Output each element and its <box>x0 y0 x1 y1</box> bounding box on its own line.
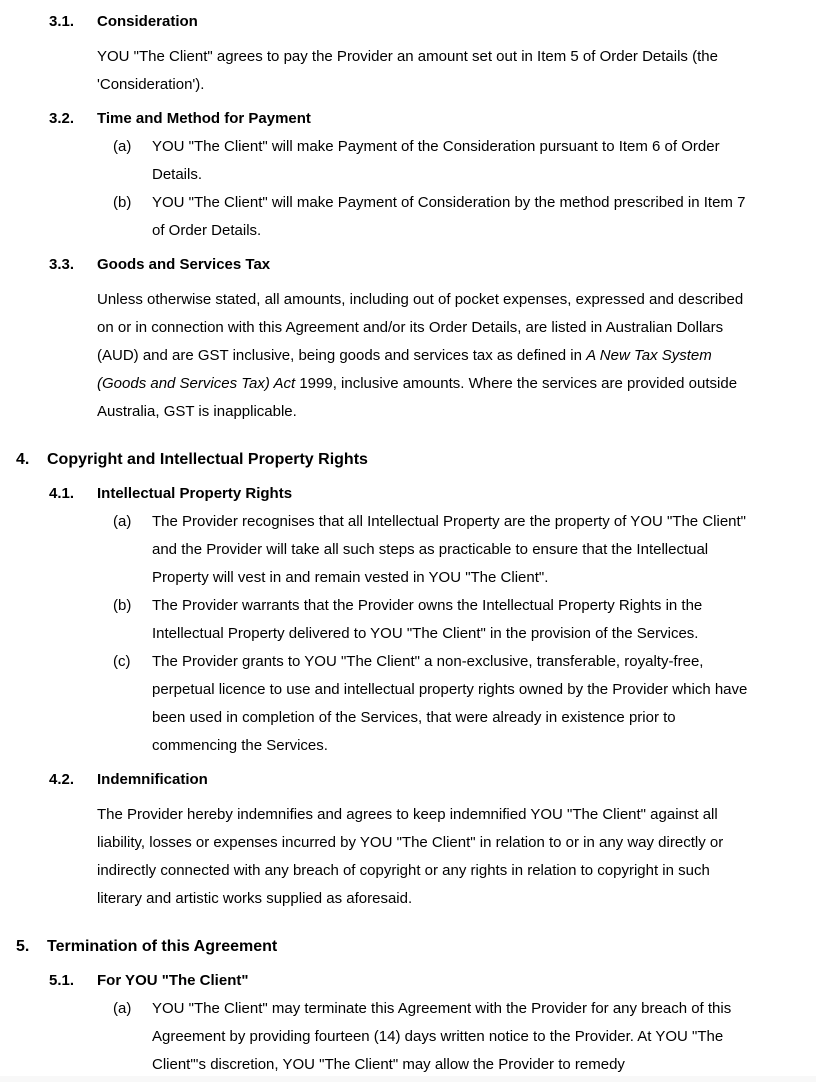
section-title: Termination of this Agreement <box>47 938 278 955</box>
clause-number: 3.2. <box>49 110 75 127</box>
clause-heading-4-1 <box>0 480 816 508</box>
clause-item-3-2-b <box>0 189 816 245</box>
clause-item-3-2-a <box>0 133 816 189</box>
clause-body-3-1: YOU "The Client" agrees to pay the Provider an amount set out in Item 5 of Order Details (the 'Consideration'). <box>97 48 718 93</box>
clause-number: 4.2. <box>49 771 75 788</box>
clause-item-text: YOU "The Client" may terminate this Agreement with the Provider for any breach of this Agreement by providing fourteen (14) days written notice to the Provider. At YOU "The Client"'s discretion, YOU "The Client" may allow the Provider to remedy <box>152 1000 732 1073</box>
clause-item-text: The Provider warrants that the Provider owns the Intellectual Property Rights in the Intellectual Property delivered to YOU "The Client" in the provision of the Services. <box>152 597 703 642</box>
page-bottom-edge <box>0 1076 816 1082</box>
clause-body-4-2: The Provider hereby indemnifies and agrees to keep indemnified YOU "The Client" against all liability, losses or expenses incurred by YOU "The Client" in relation to or in any way directly or indirectly connected with any breach of copyright or any rights in relation to copyright in such literary and artistic works supplied as aforesaid. <box>97 806 724 907</box>
statute-name-italic: A New Tax System (Goods and Services Tax) Act <box>97 347 712 392</box>
clause-title: Goods and Services Tax <box>97 256 271 273</box>
clause-title: Intellectual Property Rights <box>97 485 293 502</box>
clause-heading-3-2 <box>0 105 816 133</box>
clause-title: Indemnification <box>97 771 208 788</box>
clause-item-4-1-c <box>0 648 816 760</box>
clause-title: For YOU "The Client" <box>97 972 249 989</box>
clause-item-marker: (b) <box>113 597 132 614</box>
clause-title: Time and Method for Payment <box>97 110 311 127</box>
clause-heading-3-3 <box>0 251 816 279</box>
clause-number: 3.3. <box>49 256 75 273</box>
clause-item-5-1-a <box>0 995 816 1079</box>
clause-item-marker: (c) <box>113 653 131 670</box>
clause-item-text: YOU "The Client" will make Payment of Consideration by the method prescribed in Item 7 of Order Details. <box>152 194 746 239</box>
clause-heading-4-2 <box>0 766 816 794</box>
section-heading-4 <box>0 446 816 474</box>
clause-item-marker: (a) <box>113 138 132 155</box>
section-number: 5. <box>16 938 30 955</box>
clause-item-marker: (b) <box>113 194 132 211</box>
clause-heading-5-1 <box>0 967 816 995</box>
clause-body-text: Unless otherwise stated, all amounts, including out of pocket expenses, expressed and described on or in connection with this Agreement and/or its Order Details, are listed in Australian Dollars (AUD) and are GST inclusive, being goods and services tax as defined in <box>97 291 744 364</box>
clause-item-marker: (a) <box>113 513 132 530</box>
clause-number: 4.1. <box>49 485 75 502</box>
clause-item-4-1-a <box>0 508 816 592</box>
clause-item-4-1-b <box>0 592 816 648</box>
clause-item-text: The Provider grants to YOU "The Client" a non-exclusive, transferable, royalty-free, perpetual licence to use and intellectual property rights owned by the Provider which have been used in completion of the Services, that were already in existence prior to commencing the Services. <box>152 653 748 754</box>
clause-body-text: 1999, inclusive amounts. Where the services are provided outside Australia, GST is inapplicable. <box>97 375 738 420</box>
section-title: Copyright and Intellectual Property Rights <box>47 451 368 468</box>
section-number: 4. <box>16 451 30 468</box>
clause-number: 5.1. <box>49 972 75 989</box>
clause-title: Consideration <box>97 13 198 30</box>
clause-number: 3.1. <box>49 13 75 30</box>
clause-item-text: YOU "The Client" will make Payment of the Consideration pursuant to Item 6 of Order Details. <box>152 138 720 183</box>
clause-item-text: The Provider recognises that all Intellectual Property are the property of YOU "The Client" and the Provider will take all such steps as practicable to ensure that the Intellectual Property will vest in and remain vested in YOU "The Client". <box>152 513 746 586</box>
section-heading-5 <box>0 933 816 961</box>
clause-heading-3-1 <box>0 8 816 36</box>
clause-item-marker: (a) <box>113 1000 132 1017</box>
clause-body-3-3 <box>97 286 749 426</box>
